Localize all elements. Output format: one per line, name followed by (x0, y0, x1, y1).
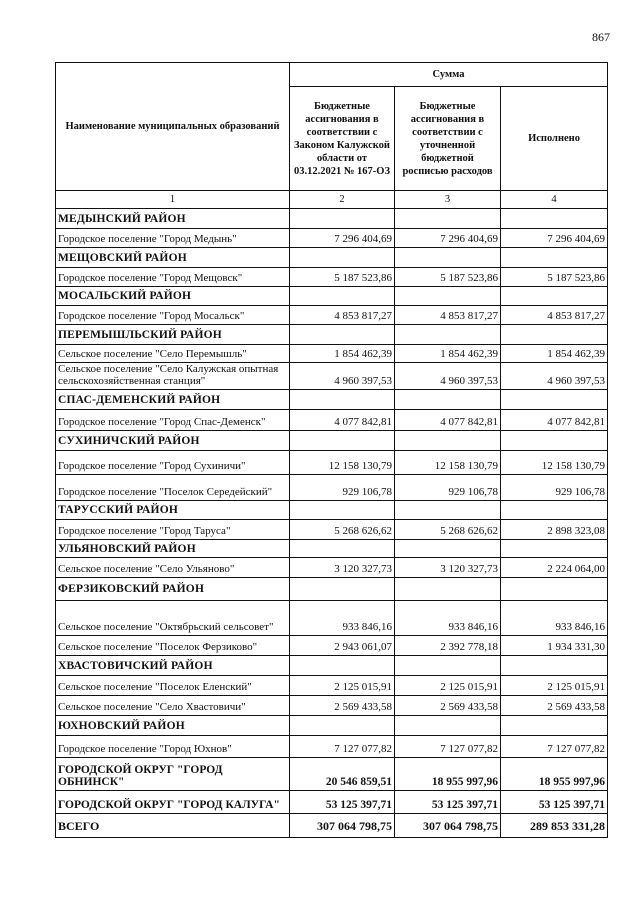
amount-c3 (395, 390, 501, 410)
amount-c3: 929 106,78 (395, 475, 501, 501)
district-header-row (56, 501, 608, 520)
amount-c2: 4 853 817,27 (290, 306, 395, 325)
amount-c2: 307 064 798,75 (290, 814, 395, 838)
amount-c4: 7 296 404,69 (501, 229, 608, 248)
district-header-row (56, 656, 608, 676)
municipality-name: ГОРОДСКОЙ ОКРУГ "ГОРОД КАЛУГА" (56, 791, 290, 814)
amount-c3 (395, 248, 501, 268)
table-row (56, 410, 608, 431)
district-name: СУХИНИЧСКИЙ РАЙОН (56, 431, 290, 451)
amount-c3: 7 296 404,69 (395, 229, 501, 248)
municipality-name: Сельское поселение "Село Перемышль" (56, 345, 290, 363)
amount-c3: 53 125 397,71 (395, 791, 501, 814)
amount-c2 (290, 390, 395, 410)
amount-c3 (395, 431, 501, 451)
amount-c3: 2 569 433,58 (395, 696, 501, 716)
amount-c4: 53 125 397,71 (501, 791, 608, 814)
municipality-name: Сельское поселение "Поселок Ферзиково" (56, 636, 290, 656)
amount-c3: 18 955 997,96 (395, 758, 501, 791)
municipality-name: Городское поселение "Город Сухиничи" (56, 451, 290, 475)
municipality-name: Городское поселение "Поселок Середейский" (56, 475, 290, 501)
district-header-row (56, 390, 608, 410)
municipality-name: Сельское поселение "Октябрьский сельсовет" (56, 601, 290, 636)
table-row (56, 306, 608, 325)
table-row (56, 451, 608, 475)
amount-c2: 2 125 015,91 (290, 676, 395, 696)
amount-c2 (290, 540, 395, 558)
municipality-name: Городское поселение "Город Медынь" (56, 229, 290, 248)
header-col-2: Бюджетные ассигнования в соответствии с Законом Калужской области от 03.12.2021 № 167-ОЗ (290, 87, 395, 191)
amount-c3: 4 077 842,81 (395, 410, 501, 431)
table-body (56, 209, 608, 838)
amount-c2: 5 187 523,86 (290, 268, 395, 287)
district-header-row (56, 716, 608, 736)
column-number-2: 2 (290, 191, 395, 209)
district-header-row (56, 325, 608, 345)
district-name: ЮХНОВСКИЙ РАЙОН (56, 716, 290, 736)
amount-c2 (290, 209, 395, 229)
amount-c2: 2 569 433,58 (290, 696, 395, 716)
municipality-name: Сельское поселение "Село Калужская опытная сельскохозяйственная станция" (56, 363, 290, 390)
amount-c3 (395, 540, 501, 558)
amount-c4: 12 158 130,79 (501, 451, 608, 475)
district-name: ПЕРЕМЫШЛЬСКИЙ РАЙОН (56, 325, 290, 345)
district-header-row (56, 431, 608, 451)
amount-c3 (395, 578, 501, 601)
amount-c4: 5 187 523,86 (501, 268, 608, 287)
district-name: МОСАЛЬСКИЙ РАЙОН (56, 287, 290, 306)
district-name: МЕЩОВСКИЙ РАЙОН (56, 248, 290, 268)
municipality-name: Сельское поселение "Поселок Еленский" (56, 676, 290, 696)
amount-c4 (501, 656, 608, 676)
amount-c4: 4 853 817,27 (501, 306, 608, 325)
table-row (56, 345, 608, 363)
table-row (56, 791, 608, 814)
amount-c2: 20 546 859,51 (290, 758, 395, 791)
municipality-name: ВСЕГО (56, 814, 290, 838)
amount-c4 (501, 716, 608, 736)
amount-c4: 2 125 015,91 (501, 676, 608, 696)
amount-c2: 933 846,16 (290, 601, 395, 636)
amount-c4: 2 898 323,08 (501, 520, 608, 540)
header-name-column: Наименование муниципальных образований (56, 63, 290, 191)
amount-c2 (290, 656, 395, 676)
amount-c2: 7 127 077,82 (290, 736, 395, 758)
column-number-3: 3 (395, 191, 501, 209)
amount-c2: 1 854 462,39 (290, 345, 395, 363)
amount-c3: 7 127 077,82 (395, 736, 501, 758)
column-number-row (56, 191, 608, 209)
table-row (56, 676, 608, 696)
amount-c3: 4 853 817,27 (395, 306, 501, 325)
district-header-row (56, 248, 608, 268)
amount-c3 (395, 209, 501, 229)
table-row (56, 558, 608, 578)
amount-c2: 929 106,78 (290, 475, 395, 501)
amount-c4 (501, 287, 608, 306)
budget-table (55, 62, 608, 838)
amount-c4 (501, 248, 608, 268)
amount-c2 (290, 287, 395, 306)
amount-c3: 2 392 778,18 (395, 636, 501, 656)
amount-c2: 12 158 130,79 (290, 451, 395, 475)
amount-c4: 4 077 842,81 (501, 410, 608, 431)
column-number-1: 1 (56, 191, 290, 209)
table-row (56, 268, 608, 287)
amount-c4: 289 853 331,28 (501, 814, 608, 838)
amount-c3: 2 125 015,91 (395, 676, 501, 696)
amount-c3: 12 158 130,79 (395, 451, 501, 475)
table-row (56, 520, 608, 540)
table-row (56, 758, 608, 791)
amount-c4: 1 854 462,39 (501, 345, 608, 363)
municipality-name: Городское поселение "Город Таруса" (56, 520, 290, 540)
table-row (56, 696, 608, 716)
amount-c2: 53 125 397,71 (290, 791, 395, 814)
amount-c3: 933 846,16 (395, 601, 501, 636)
amount-c2: 4 960 397,53 (290, 363, 395, 390)
amount-c3: 3 120 327,73 (395, 558, 501, 578)
page-number: 867 (592, 30, 610, 44)
amount-c4: 2 224 064,00 (501, 558, 608, 578)
amount-c2: 3 120 327,73 (290, 558, 395, 578)
amount-c2 (290, 431, 395, 451)
amount-c4 (501, 501, 608, 520)
amount-c2 (290, 501, 395, 520)
district-name: МЕДЫНСКИЙ РАЙОН (56, 209, 290, 229)
amount-c2: 4 077 842,81 (290, 410, 395, 431)
amount-c3 (395, 656, 501, 676)
amount-c3: 5 268 626,62 (395, 520, 501, 540)
table-row (56, 363, 608, 390)
amount-c4: 1 934 331,30 (501, 636, 608, 656)
municipality-name: Городское поселение "Город Спас-Деменск" (56, 410, 290, 431)
district-header-row (56, 287, 608, 306)
table-row (56, 475, 608, 501)
table-row (56, 601, 608, 636)
amount-c3: 307 064 798,75 (395, 814, 501, 838)
district-name: СПАС-ДЕМЕНСКИЙ РАЙОН (56, 390, 290, 410)
amount-c4: 7 127 077,82 (501, 736, 608, 758)
header-row-group (56, 63, 608, 87)
amount-c4 (501, 209, 608, 229)
amount-c3: 5 187 523,86 (395, 268, 501, 287)
amount-c3: 4 960 397,53 (395, 363, 501, 390)
amount-c2 (290, 716, 395, 736)
amount-c4: 933 846,16 (501, 601, 608, 636)
amount-c3 (395, 501, 501, 520)
amount-c3: 1 854 462,39 (395, 345, 501, 363)
amount-c3 (395, 325, 501, 345)
table-row (56, 636, 608, 656)
amount-c2: 5 268 626,62 (290, 520, 395, 540)
amount-c4 (501, 325, 608, 345)
amount-c2 (290, 578, 395, 601)
district-name: ХВАСТОВИЧСКИЙ РАЙОН (56, 656, 290, 676)
amount-c4 (501, 540, 608, 558)
municipality-name: Городское поселение "Город Юхнов" (56, 736, 290, 758)
amount-c4: 2 569 433,58 (501, 696, 608, 716)
municipality-name: ГОРОДСКОЙ ОКРУГ "ГОРОД ОБНИНСК" (56, 758, 290, 791)
header-col-4: Исполнено (501, 87, 608, 191)
amount-c3 (395, 287, 501, 306)
amount-c4: 4 960 397,53 (501, 363, 608, 390)
amount-c4: 18 955 997,96 (501, 758, 608, 791)
municipality-name: Городское поселение "Город Мосальск" (56, 306, 290, 325)
district-header-row (56, 540, 608, 558)
total-row (56, 814, 608, 838)
amount-c4: 929 106,78 (501, 475, 608, 501)
district-name: УЛЬЯНОВСКИЙ РАЙОН (56, 540, 290, 558)
amount-c2 (290, 325, 395, 345)
amount-c2: 2 943 061,07 (290, 636, 395, 656)
table-row (56, 229, 608, 248)
header-sum-group: Сумма (290, 63, 608, 87)
column-number-4: 4 (501, 191, 608, 209)
amount-c4 (501, 390, 608, 410)
district-name: ТАРУССКИЙ РАЙОН (56, 501, 290, 520)
district-header-row (56, 209, 608, 229)
amount-c4 (501, 431, 608, 451)
amount-c2: 7 296 404,69 (290, 229, 395, 248)
district-name: ФЕРЗИКОВСКИЙ РАЙОН (56, 578, 290, 601)
district-header-row (56, 578, 608, 601)
municipality-name: Сельское поселение "Село Хвастовичи" (56, 696, 290, 716)
table-row (56, 736, 608, 758)
municipality-name: Сельское поселение "Село Ульяново" (56, 558, 290, 578)
amount-c3 (395, 716, 501, 736)
amount-c2 (290, 248, 395, 268)
municipality-name: Городское поселение "Город Мещовск" (56, 268, 290, 287)
amount-c4 (501, 578, 608, 601)
header-col-3: Бюджетные ассигнования в соответствии с уточненной бюджетной росписью расходов (395, 87, 501, 191)
